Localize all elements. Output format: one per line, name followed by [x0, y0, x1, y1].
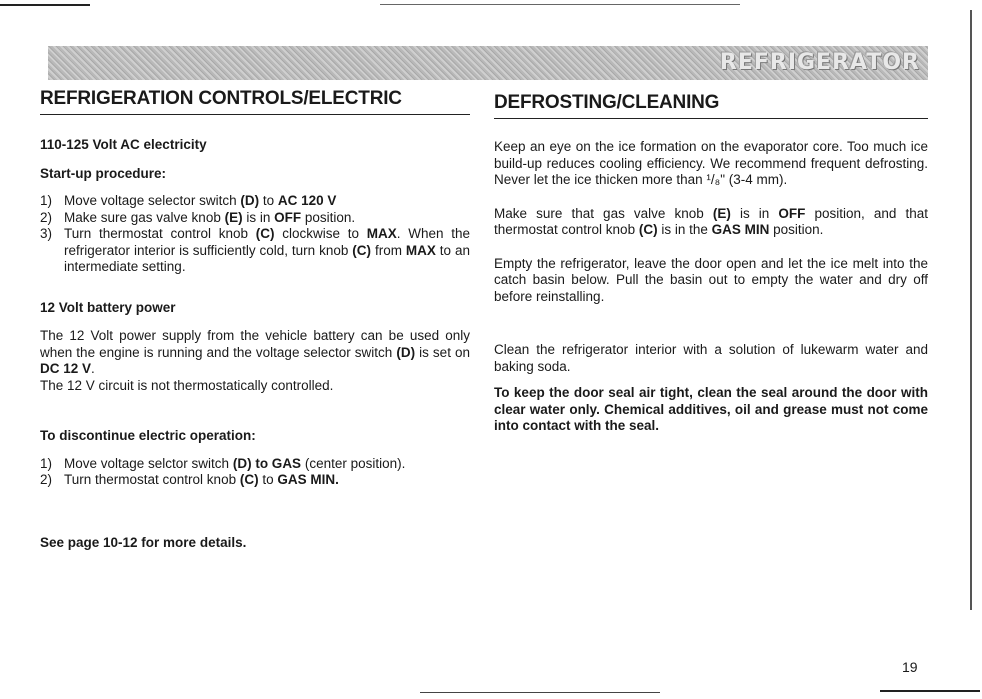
section-title-controls: REFRIGERATION CONTROLS/ELECTRIC [40, 88, 470, 115]
ac-heading: 110-125 Volt AC electricity [40, 137, 207, 152]
list-item: 2) Turn thermostat control knob (C) to GAS MIN. [40, 472, 339, 487]
scan-edge-line [420, 692, 660, 693]
section-banner [48, 46, 928, 80]
battery-heading: 12 Volt battery power [40, 299, 176, 315]
page-number: 19 [902, 659, 918, 675]
right-column [494, 88, 928, 435]
list-item: 2) Make sure gas valve knob (E) is in OFF position. [40, 209, 356, 225]
list-item: 3) Turn thermostat control knob (C) clockwise to MAX. When the refrigerator interior is sufficiently cold, turn knob (C) from MAX to an intermediate setting. [40, 226, 470, 274]
battery-text: The 12 Volt power supply from the vehicle battery can be used only when the engine is running and the voltage selector switch (D) is set on DC 12 V. [40, 328, 470, 376]
list-item: 1) Move voltage selector switch (D) to AC 120 V [40, 193, 337, 208]
left-column [40, 88, 470, 551]
banner-title: REFRIGERATOR [719, 50, 920, 75]
battery-note: The 12 V circuit is not thermostatically controlled. [40, 377, 334, 393]
section-title-defrosting: DEFROSTING/CLEANING [494, 88, 928, 119]
clean-paragraph: Clean the refrigerator interior with a solution of lukewarm water and baking soda. [494, 342, 928, 374]
empty-paragraph: Empty the refrigerator, leave the door open and let the ice melt into the catch basin below. Pull the basin out to empty the water and dry off before reinstalling. [494, 255, 928, 304]
discontinue-steps [40, 456, 470, 489]
startup-heading: Start-up procedure: [40, 165, 167, 181]
startup-steps [40, 193, 470, 276]
door-seal-warning: To keep the door seal air tight, clean the seal around the door with clear water only. Chemical additives, oil and grease must not come into contact with the seal. [494, 385, 928, 433]
scan-edge-line [970, 10, 972, 610]
scan-edge-line [380, 4, 740, 5]
scan-edge-line [880, 690, 980, 692]
discontinue-heading: To discontinue electric operation: [40, 428, 256, 443]
defrost-paragraph: Keep an eye on the ice formation on the evaporator core. Too much ice build-up reduces cooling efficiency. We recommend frequent defrosting. Never let the ice thicken more than ¹/₈" (3-4 mm). [494, 139, 928, 187]
see-page-reference: See page 10-12 for more details. [40, 534, 247, 550]
list-item: 1) Move voltage selctor switch (D) to GAS (center position). [40, 455, 406, 471]
valve-paragraph: Make sure that gas valve knob (E) is in OFF position, and that thermostat control knob (C) is in the GAS MIN position. [494, 205, 928, 237]
scan-edge-line [0, 4, 90, 6]
